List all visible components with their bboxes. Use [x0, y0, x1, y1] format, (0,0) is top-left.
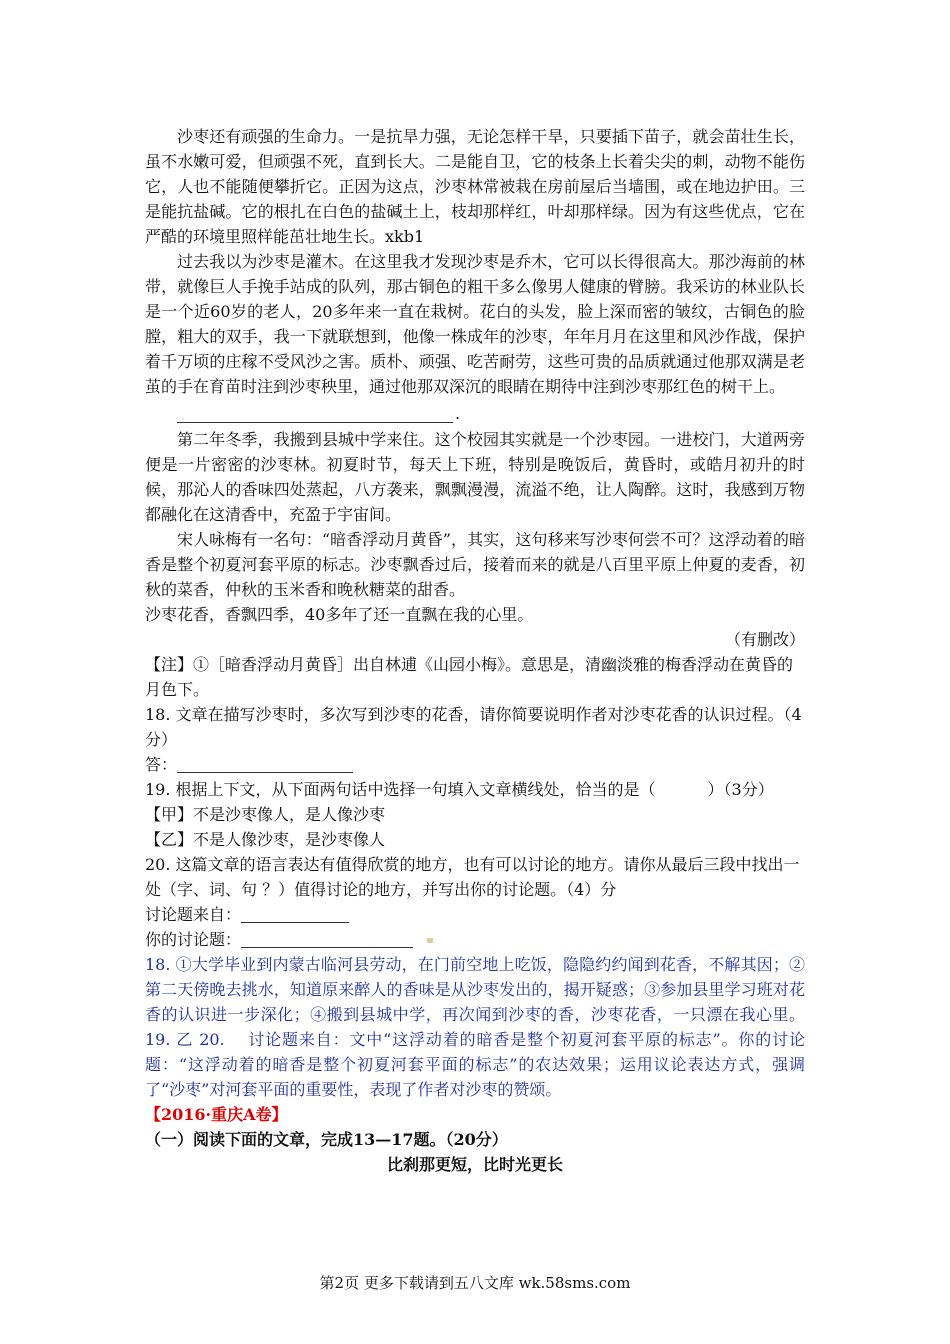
- answer-line: [145, 752, 805, 777]
- paragraph-song-poem: 宋人咏梅有一名句：“暗香浮动月黄昏”，其实，这句移来写沙枣何尝不可？这浮动着的暗香是整个初夏河套平原的标志。沙枣飘香过后，接着而来的就是八百里平原上仲夏的麦香，初秋的菜香，仲秋的玉米香和晚秋糖菜的甜香。: [145, 530, 805, 599]
- answer-label: 答：: [145, 755, 178, 774]
- option-yi: 【乙】不是人像沙枣，是沙枣像人: [145, 830, 386, 849]
- discussion-topic-blank: [241, 931, 413, 948]
- closing-line: 沙枣花香，香飘四季，40多年了还一直飘在我的心里。: [145, 605, 534, 624]
- discussion-topic-line: [145, 927, 805, 952]
- section-heading: （一）阅读下面的文章，完成13—17题。（20分）: [145, 1130, 508, 1149]
- option-jia: 【甲】不是沙枣像人，是人像沙枣: [145, 805, 386, 824]
- discussion-source-line: [145, 902, 805, 927]
- question-19-score: ）（3分）: [707, 780, 774, 799]
- question-18: 18. 文章在描写沙枣时，多次写到沙枣的花香，请你简要说明作者对沙枣花香的认识过程。（4分）: [145, 705, 802, 749]
- question-19-stem: 19. 根据上下文，从下面两句话中选择一句填入文章横线处，恰当的是（: [145, 780, 656, 799]
- page-footer: 第2页 更多下载请到五八文库 wk.58sms.com: [319, 1274, 631, 1292]
- discussion-source-blank: [241, 906, 349, 923]
- question-19: [145, 777, 805, 802]
- paragraph-forest-chief: 过去我以为沙枣是灌木。在这里我才发现沙枣是乔木，它可以长得很高大。那沙海前的林带，就像巨人手挽手站成的队列，那古铜色的粗干多么像男人健康的臂膀。我采访的林业队长是一个近60岁的老人，20多年来一直在栽树。花白的头发，脸上深而密的皱纹，古铜色的脸膛，粗大的双手，我一下就联想到，他像一株成年的沙枣，年年月月在这里和风沙作战，保护着千万顷的庄稼不受风沙之害。质朴、顽强、吃苦耐劳，这些可贵的品质就通过他那双满是老茧的手在育苗时注到沙枣秧里，通过他那双深沉的眼睛在期待中注到沙枣那红色的树干上。: [145, 252, 805, 396]
- footnote: 【注】①［暗香浮动月黄昏］出自林逋《山园小梅》。意思是，清幽淡雅的梅香浮动在黄昏的月色下。: [145, 655, 794, 699]
- document-body: [145, 124, 805, 1177]
- question-20: 20. 这篇文章的语言表达有值得欣赏的地方，也有可以讨论的地方。请你从最后三段中找出一处（字、词、句 ？）值得讨论的地方，并写出你的讨论题。（4）分: [145, 855, 800, 899]
- discussion-topic-label: 你的讨论题：: [145, 930, 242, 949]
- blank-dot: .: [455, 404, 461, 423]
- answer-blank: [177, 756, 353, 773]
- exam-label: 【2016·重庆A卷】: [145, 1105, 288, 1124]
- article-title: 比刹那更短，比时光更长: [386, 1155, 563, 1174]
- small-mark: [427, 938, 433, 943]
- discussion-source-label: 讨论题来自：: [145, 905, 242, 924]
- source-note: （有删改）: [724, 630, 805, 649]
- paragraph-vitality: 沙枣还有顽强的生命力。一是抗旱力强，无论怎样干旱，只要插下苗子，就会苗壮生长，虽不水嫩可爱，但顽强不死，直到长大。二是能自卫，它的枝条上长着尖尖的刺，动物不能伤它，人也不能随便攀折它。正因为这点，沙枣林常被栽在房前屋后当墙围，或在地边护田。三是能抗盐碱。它的根扎在白色的盐碱土上，枝却那样红，叶却那样绿。因为有这些优点，它在严酷的环境里照样能茁壮地生长。xkb1: [145, 127, 805, 246]
- answer-key: 18. ①大学毕业到内蒙古临河县劳动，在门前空地上吃饭，隐隐约约闻到花香，不解其因；②第二天傍晚去挑水，知道原来醉人的香味是从沙枣发出的，揭开疑惑；③参加县里学习班对花香的认识进一步深化；④搬到县城中学，再次闻到沙枣的香，沙枣花香，一只漂在我心里。19. 乙 20. 讨论题来自：文中“这浮动着的暗香是整个初夏河套平原的标志”。你的讨论题：“这浮动着的暗香是整个初夏河套平面的标志”的农达效果；运用议论表达方式，强调了“沙枣”对河套平面的重要性，表现了作者对沙枣的赞颂。: [145, 955, 805, 1099]
- fill-in-blank: [177, 405, 805, 423]
- paragraph-school-garden: 第二年冬季，我搬到县城中学来住。这个校园其实就是一个沙枣园。一进校门，大道两旁便是一片密密的沙枣林。初夏时节，每天上下班，特别是晚饭后，黄昏时，或皓月初升的时候，那沁人的香味四处蒸起，八方袭来，飘飘漫漫，流溢不绝，让人陶醉。这时，我感到万物都融化在这清香中，充盈于宇宙间。: [145, 430, 805, 524]
- blank-rule: [177, 406, 453, 423]
